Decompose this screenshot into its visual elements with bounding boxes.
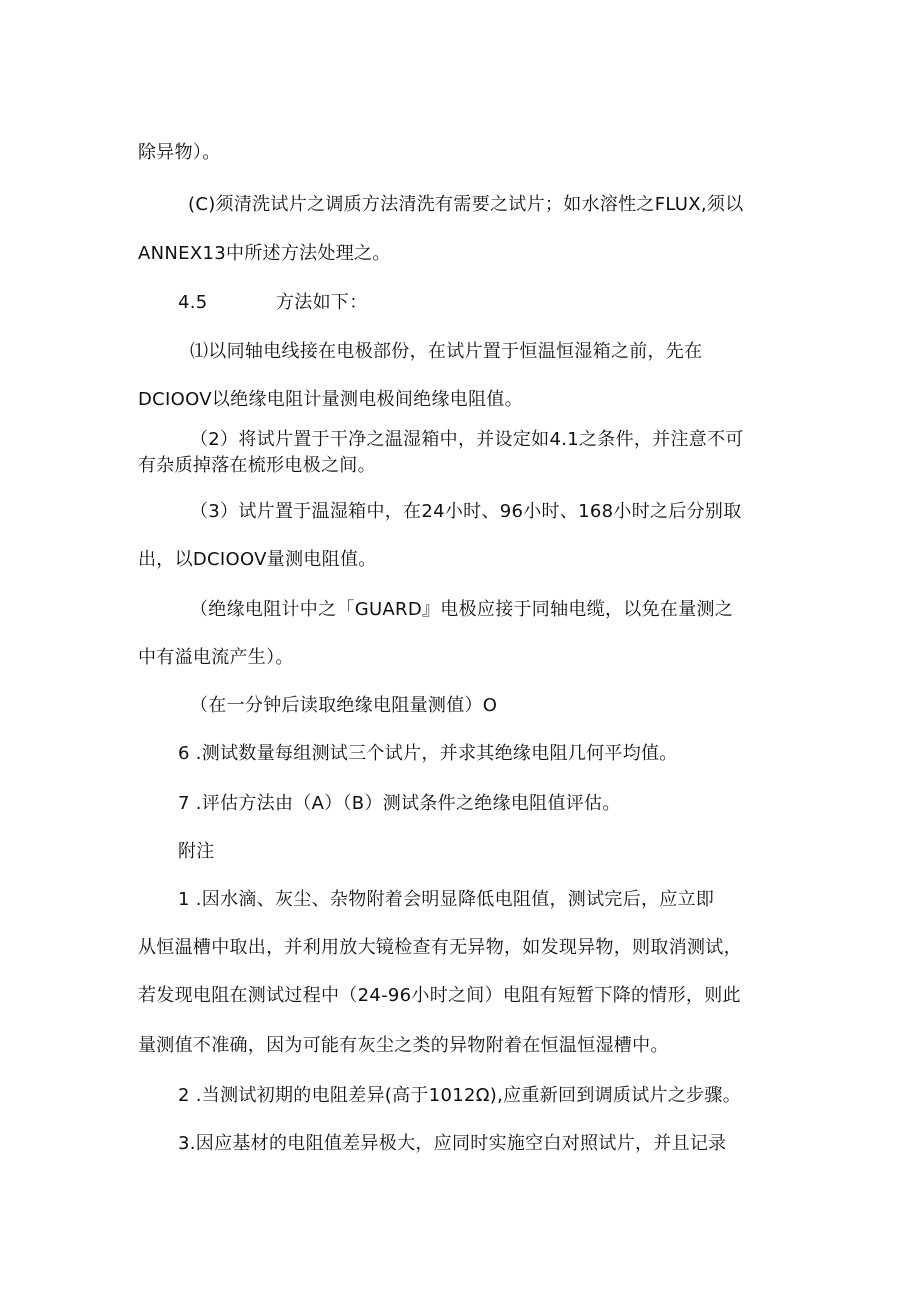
text-line: （绝缘电阻计中之「GUARD』电极应接于同轴电缆，以免在量测之 (190, 599, 734, 620)
list-item: 6 .测试数量每组测试三个试片，并求其绝缘电阻几何平均值。 (178, 743, 678, 764)
text-line: ANNEX13中所述方法处理之。 (138, 243, 391, 264)
text-line: 有杂质掉落在梳形电极之间。 (138, 455, 376, 476)
text-line: 从恒温槽中取出，并利用放大镜检查有无异物，如发现异物，则取消测试， (138, 937, 742, 958)
text-line: （3）试片置于温湿箱中，在24小时、96小时、168小时之后分别取 (190, 501, 742, 522)
section-number: 4.5 (178, 292, 208, 313)
text-line: （在一分钟后读取绝缘电阻量测值）O (190, 695, 498, 716)
list-item: 7 .评估方法由（A）（B）测试条件之绝缘电阻值评估。 (178, 793, 621, 814)
note-item: 1 .因水滴、灰尘、杂物附着会明显降低电阻值，测试完后，应立即 (178, 889, 715, 910)
section-title: 方法如下： (276, 292, 368, 313)
text-line: ⑴以同轴电线接在电极部份，在试片置于恒温恒湿箱之前，先在 (190, 341, 703, 362)
text-line: 出，以DCIOOV量测电阻值。 (138, 549, 377, 570)
note-item: 3.因应基材的电阻值差异极大，应同时实施空白对照试片，并且记录 (178, 1133, 727, 1154)
text-line: 除异物）。 (138, 142, 221, 163)
note-heading: 附注 (178, 841, 215, 862)
text-line: 中有溢电流产生）。 (138, 647, 294, 668)
text-line: DCIOOV以绝缘电阻计量测电极间绝缘电阻值。 (138, 389, 523, 410)
text-line: （2）将试片置于干净之温湿箱中，并设定如4.1之条件，并注意不可 (190, 429, 744, 450)
text-line: 量测值不准确，因为可能有灰尘之类的异物附着在恒温恒湿槽中。 (138, 1035, 669, 1056)
text-line: 若发现电阻在测试过程中（24-96小时之间）电阻有短暂下降的情形，则此 (138, 985, 741, 1006)
note-item: 2 .当测试初期的电阻差异(高于1012Ω),应重新回到调质试片之步骤。 (178, 1085, 742, 1106)
text-line: (C)须清洗试片之调质方法清洗有需要之试片；如水溶性之FLUX,须以 (188, 194, 744, 215)
